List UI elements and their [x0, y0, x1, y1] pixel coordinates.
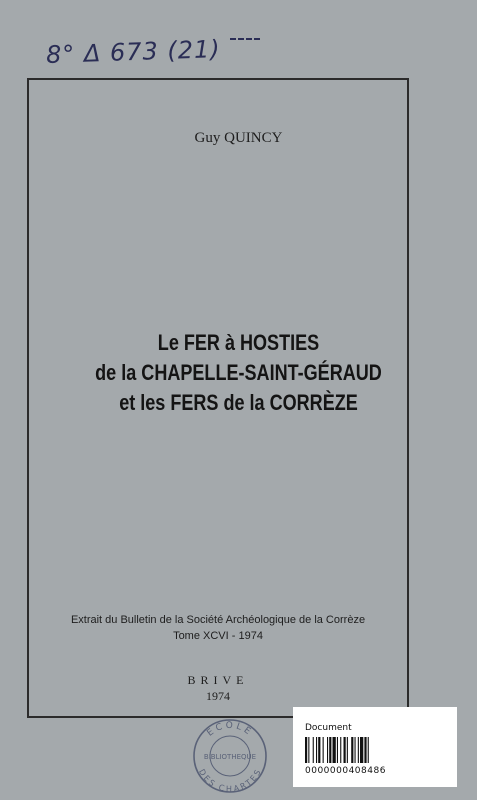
- title-line-1: Le FER à HOSTIES: [157, 330, 320, 355]
- barcode-number: 0000000408486: [305, 766, 386, 776]
- volume-line: Tome XCVI - 1974: [173, 630, 263, 642]
- stamp-bottom-text: DES CHARTES: [197, 767, 263, 794]
- library-stamp-icon: [190, 714, 270, 794]
- publication-place: BRIVE: [187, 673, 249, 687]
- book-title: [43, 328, 434, 418]
- svg-text:DES CHARTES: [197, 768, 263, 794]
- shelfmark: 8° Δ 673 (21): [45, 34, 222, 70]
- barcode-title: Document: [305, 723, 352, 733]
- publication-year: 1974: [206, 689, 230, 703]
- title-line-2: de la CHAPELLE-SAINT-GÉRAUD: [95, 360, 382, 385]
- barcode-label: [293, 707, 457, 787]
- stamp-top-text: ECOLE: [205, 720, 255, 739]
- barcode-icon: [305, 737, 425, 763]
- stamp-center-text: BIBLIOTHEQUE: [203, 753, 257, 761]
- publication-note: [0, 612, 436, 644]
- shelfmark-dash: [230, 38, 260, 40]
- author-name: Guy QUINCY: [194, 130, 283, 146]
- title-line-3: et les FERS de la CORRÈZE: [119, 390, 358, 415]
- extract-line: Extrait du Bulletin de la Société Archéologique de la Corrèze: [70, 614, 366, 626]
